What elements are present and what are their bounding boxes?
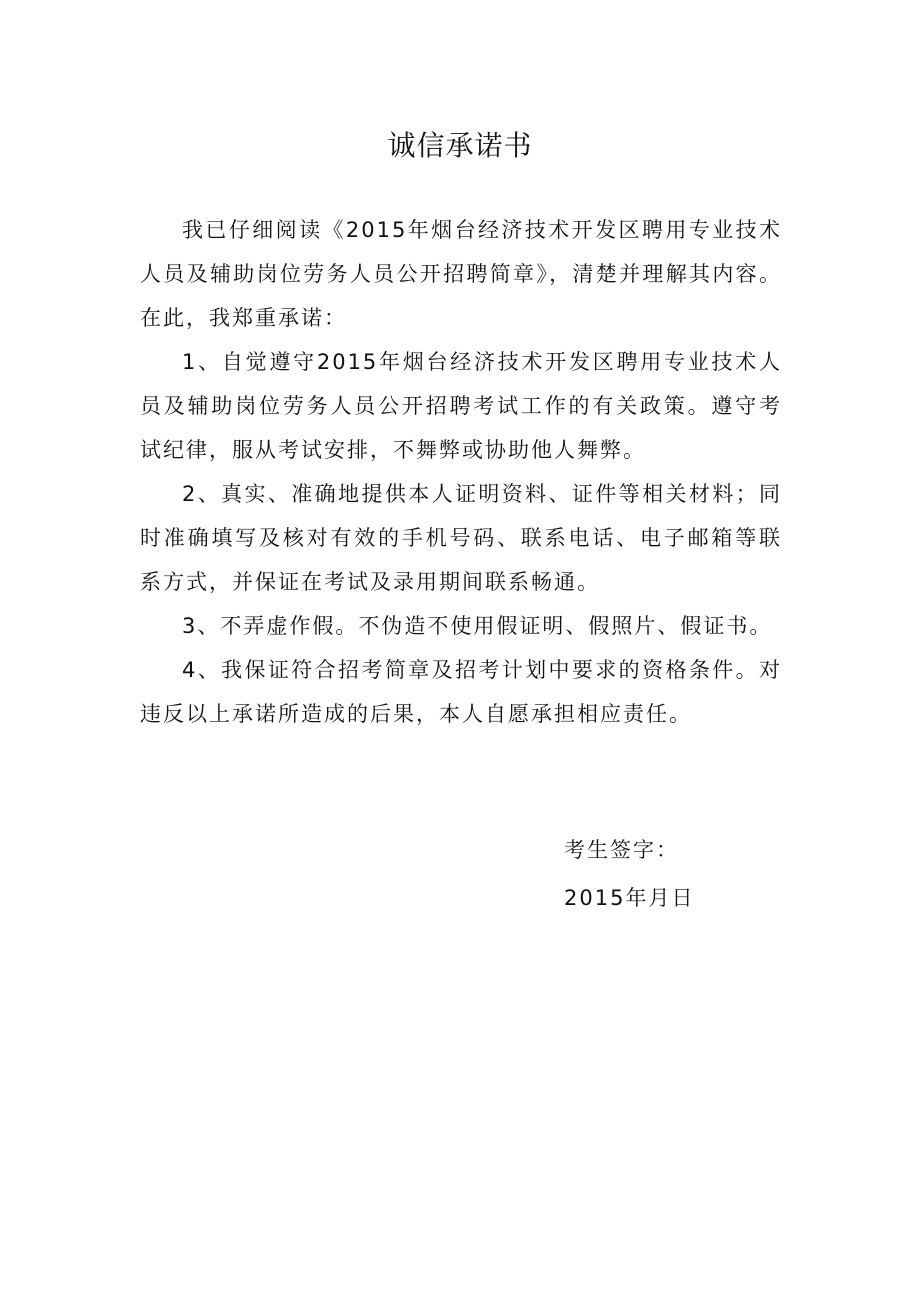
intro-paragraph: 我已仔细阅读《2015年烟台经济技术开发区聘用专业技术人员及辅助岗位劳务人员公开招聘简章》，清楚并理解其内容。在此，我郑重承诺： xyxy=(140,218,782,330)
signature-date: 2015年月日 xyxy=(564,886,695,910)
signature-block xyxy=(564,826,864,922)
pledge-item-4: 4、我保证符合招考简章及招考计划中要求的资格条件。对违反以上承诺所造成的后果，本人自愿承担相应责任。 xyxy=(140,658,782,726)
document-body xyxy=(140,208,782,736)
pledge-item-3: 3、不弄虚作假。不伪造不使用假证明、假照片、假证书。 xyxy=(182,614,773,638)
pledge-item-1: 1、自觉遵守2015年烟台经济技术开发区聘用专业技术人员及辅助岗位劳务人员公开招聘考试工作的有关政策。遵守考试纪律，服从考试安排，不舞弊或协助他人舞弊。 xyxy=(140,350,782,462)
signature-label: 考生签字： xyxy=(564,838,679,862)
pledge-item-2: 2、真实、准确地提供本人证明资料、证件等相关材料；同时准确填写及核对有效的手机号码、联系电话、电子邮箱等联系方式，并保证在考试及录用期间联系畅通。 xyxy=(140,482,782,594)
document-title: 诚信承诺书 xyxy=(387,129,533,162)
